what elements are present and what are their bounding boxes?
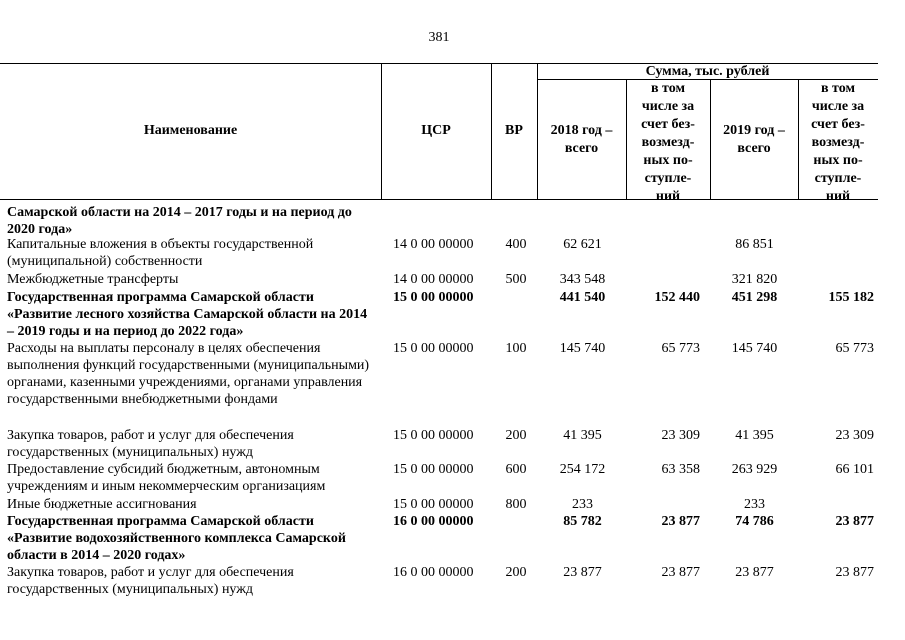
row-name: Самарской области на 2014 – 2017 годы и на период до 2020 года»: [7, 205, 352, 237]
header-line: ний: [825, 189, 851, 204]
header-name: Наименование: [143, 123, 238, 138]
row-vr: 600: [505, 462, 527, 477]
page-number: 381: [428, 30, 450, 45]
row-vr: 400: [505, 237, 527, 252]
header-line: возмезд-: [641, 135, 695, 150]
row-2019-total: 233: [744, 497, 765, 512]
row-2018-free: 65 773: [661, 341, 700, 356]
header-2019-total: [710, 122, 798, 158]
row-vr: 200: [505, 428, 527, 443]
row-2019-free: 65 773: [835, 341, 874, 356]
row-csr: 15 0 00 00000: [393, 341, 474, 356]
row-2018-total: 62 621: [563, 237, 602, 252]
row-2019-total: 263 929: [731, 462, 778, 477]
header-line: счет без-: [811, 117, 865, 132]
row-csr: 16 0 00 00000: [393, 565, 474, 580]
header-line: в том: [820, 81, 856, 96]
row-2019-free: 66 101: [835, 462, 874, 477]
row-2018-free: 23 877: [661, 514, 700, 529]
row-csr: 14 0 00 00000: [393, 272, 474, 287]
row-2018-free: 23 309: [661, 428, 700, 443]
row-name: Государственная программа Самарской области «Развитие водохозяйственного комплекса Самарской области в 2014 – 2020 годах»: [7, 514, 346, 563]
row-csr: 15 0 00 00000: [393, 497, 474, 512]
row-2018-total: 145 740: [559, 341, 606, 356]
header-line: 2019 год –: [723, 123, 785, 138]
row-name: Иные бюджетные ассигнования: [7, 497, 197, 512]
header-line: в том: [650, 81, 686, 96]
row-2018-total: 85 782: [563, 514, 602, 529]
header-line: возмезд-: [811, 135, 865, 150]
header-sum-title: Сумма, тыс. рублей: [645, 64, 770, 79]
row-name: Закупка товаров, работ и услуг для обеспечения государственных (муниципальных) нужд: [7, 565, 294, 597]
row-vr: 200: [505, 565, 527, 580]
row-2019-free: 23 877: [835, 514, 874, 529]
header-line: всего: [737, 141, 771, 156]
row-2019-total: 74 786: [735, 514, 774, 529]
row-2018-total: 41 395: [563, 428, 602, 443]
row-name: Расходы на выплаты персоналу в целях обеспечения выполнения функций государственными (муниципальными) органами, казенными учреждениями, органами управления государственными внебюджетными фондами: [7, 341, 370, 407]
row-csr: 15 0 00 00000: [393, 428, 474, 443]
row-csr: 14 0 00 00000: [393, 237, 474, 252]
row-vr: 100: [505, 341, 527, 356]
row-2019-free: 23 877: [835, 565, 874, 580]
header-2019-free: [798, 80, 878, 206]
header-2018-total: [537, 122, 626, 158]
row-name: Государственная программа Самарской области «Развитие лесного хозяйства Самарской области на 2014 – 2019 годы и на период до 2022 года»: [7, 290, 368, 339]
row-2019-total: 41 395: [735, 428, 774, 443]
header-line: всего: [564, 141, 599, 156]
row-csr: 15 0 00 00000: [393, 290, 474, 305]
row-name: Предоставление субсидий бюджетным, автономным учреждениям и иным некоммерческим организациям: [7, 462, 326, 494]
header-line: счет без-: [641, 117, 695, 132]
row-2018-total: 441 540: [559, 290, 606, 305]
row-csr: 16 0 00 00000: [393, 514, 474, 529]
row-vr: 800: [505, 497, 527, 512]
row-2019-free: 155 182: [828, 290, 874, 305]
row-2019-total: 86 851: [735, 237, 774, 252]
row-name: Межбюджетные трансферты: [7, 272, 179, 287]
row-2019-total: 451 298: [731, 290, 778, 305]
row-2019-total: 23 877: [735, 565, 774, 580]
row-csr: 15 0 00 00000: [393, 462, 474, 477]
row-2019-free: 23 309: [835, 428, 874, 443]
header-bottom-border: [0, 199, 878, 200]
row-name: Закупка товаров, работ и услуг для обеспечения государственных (муниципальных) нужд: [7, 428, 294, 460]
row-2018-free: 63 358: [661, 462, 700, 477]
row-2018-total: 233: [572, 497, 593, 512]
header-line: ступле-: [644, 171, 692, 186]
header-csr: ЦСР: [421, 123, 451, 138]
header-line: ных по-: [813, 153, 863, 168]
row-2018-total: 254 172: [559, 462, 606, 477]
header-line: ступле-: [814, 171, 862, 186]
row-name: Капитальные вложения в объекты государственной (муниципальной) собственности: [7, 237, 314, 269]
row-2018-total: 343 548: [559, 272, 606, 287]
header-line: 2018 год –: [550, 123, 613, 138]
header-vr: ВР: [505, 123, 523, 138]
row-2018-free: 152 440: [654, 290, 700, 305]
header-line: числе за: [641, 99, 695, 114]
row-vr: 500: [505, 272, 527, 287]
header-line: ний: [655, 189, 681, 204]
header-2018-free: [626, 80, 710, 206]
header-line: ных по-: [643, 153, 693, 168]
row-2019-total: 145 740: [731, 341, 778, 356]
header-line: числе за: [811, 99, 865, 114]
row-2018-total: 23 877: [563, 565, 602, 580]
row-2018-free: 23 877: [661, 565, 700, 580]
row-2019-total: 321 820: [731, 272, 778, 287]
